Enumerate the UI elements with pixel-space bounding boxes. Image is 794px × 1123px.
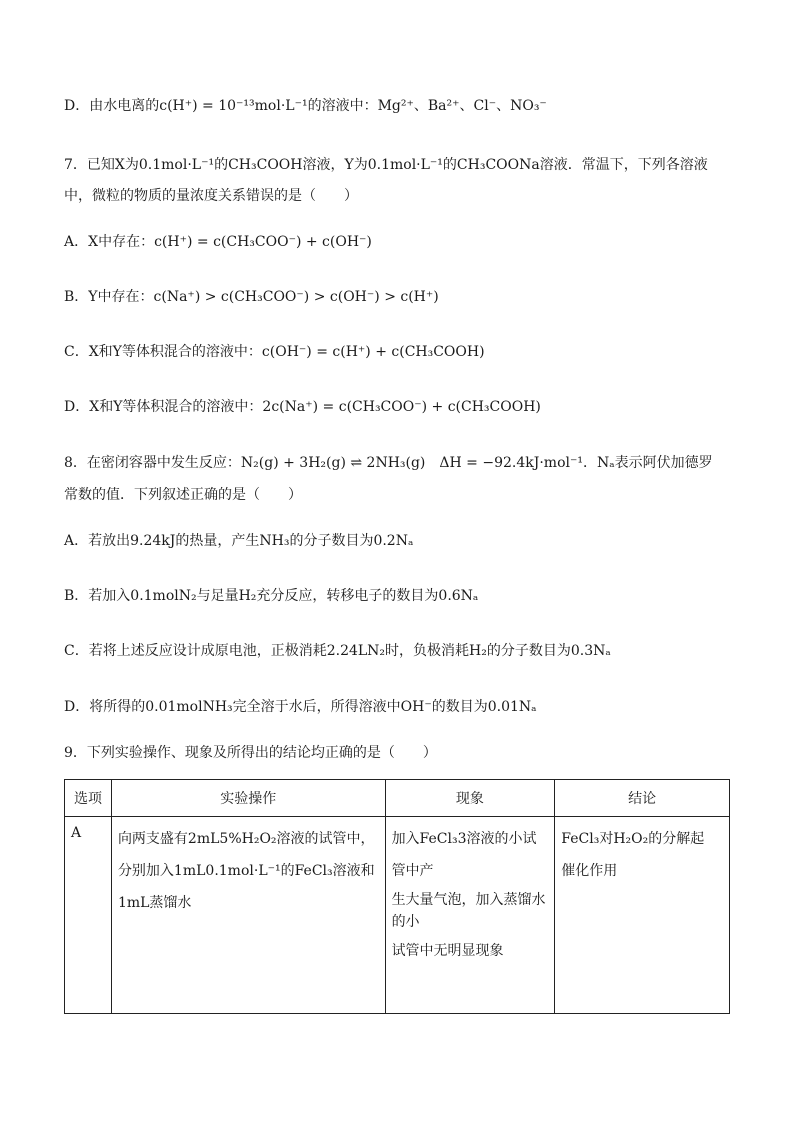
q7-option-b: B．Y中存在：c(Na⁺) > c(CH₃COO⁻) > c(OH⁻) > c(H⁺) <box>64 289 439 305</box>
option-label: A <box>71 825 82 841</box>
q7-option-a: A．X中存在：c(H⁺) = c(CH₃COO⁻) + c(OH⁻) <box>64 234 372 250</box>
header-conclusion: 结论 <box>555 780 730 817</box>
q8-option-c: C．若将上述反应设计成原电池，正极消耗2.24LN₂时，负极消耗H₂的分子数目为0.3Nₐ <box>64 643 611 659</box>
q6-option-d: D．由水电离的c(H⁺) = 10⁻¹³mol·L⁻¹的溶液中：Mg²⁺、Ba²⁺、Cl⁻、NO₃⁻ <box>64 98 547 114</box>
conclusion-line: 催化作用 <box>561 863 618 879</box>
cell-conclusion <box>555 817 730 1014</box>
header-option: 选项 <box>65 780 112 817</box>
cell-option <box>65 817 112 1014</box>
cell-operation <box>111 817 385 1014</box>
phenomenon-line: 试管中无明显现象 <box>391 943 504 959</box>
q7-stem-line2: 中，微粒的物质的量浓度关系错误的是（ ） <box>64 188 358 204</box>
table-header-row <box>65 780 730 817</box>
operation-line: 分别加入1mL0.1mol·L⁻¹的FeCl₃溶液和 <box>117 863 375 879</box>
phenomenon-line: 加入FeCl₃3溶液的小试 <box>391 831 537 847</box>
header-phenomenon: 现象 <box>385 780 555 817</box>
q8-stem-line2: 常数的值．下列叙述正确的是（ ） <box>64 487 302 503</box>
cell-phenomenon <box>385 817 555 1014</box>
q9-stem: 9．下列实验操作、现象及所得出的结论均正确的是（ ） <box>64 745 437 761</box>
q8-stem-line1: 8．在密闭容器中发生反应：N₂(g) + 3H₂(g) ⇌ 2NH₃(g) ΔH = −92.4kJ·mol⁻¹．Nₐ表示阿伏加德罗 <box>64 455 713 471</box>
phenomenon-line: 生大量气泡，加入蒸馏水的小 <box>391 892 546 930</box>
q8-option-b: B．若加入0.1molN₂与足量H₂充分反应，转移电子的数目为0.6Nₐ <box>64 588 479 604</box>
operation-line: 1mL蒸馏水 <box>117 895 192 911</box>
q8-option-a: A．若放出9.24kJ的热量，产生NH₃的分子数目为0.2Nₐ <box>64 533 414 549</box>
table-row <box>65 817 730 1014</box>
operation-line: 向两支盛有2mL5%H₂O₂溶液的试管中， <box>117 831 375 847</box>
q7-option-d: D．X和Y等体积混合的溶液中：2c(Na⁺) = c(CH₃COO⁻) + c(CH₃COOH) <box>64 399 541 415</box>
phenomenon-line: 管中产 <box>391 863 434 879</box>
q7-option-c: C．X和Y等体积混合的溶液中：c(OH⁻) = c(H⁺) + c(CH₃COOH) <box>64 344 485 360</box>
conclusion-line: FeCl₃对H₂O₂的分解起 <box>561 831 705 847</box>
q7-stem-line1: 7．已知X为0.1mol·L⁻¹的CH₃COOH溶液，Y为0.1mol·L⁻¹的CH₃COONa溶液．常温下，下列各溶液 <box>64 157 708 173</box>
header-operation: 实验操作 <box>111 780 385 817</box>
q8-option-d: D．将所得的0.01molNH₃完全溶于水后，所得溶液中OH⁻的数目为0.01Nₐ <box>64 699 537 715</box>
experiment-table <box>64 779 730 1014</box>
